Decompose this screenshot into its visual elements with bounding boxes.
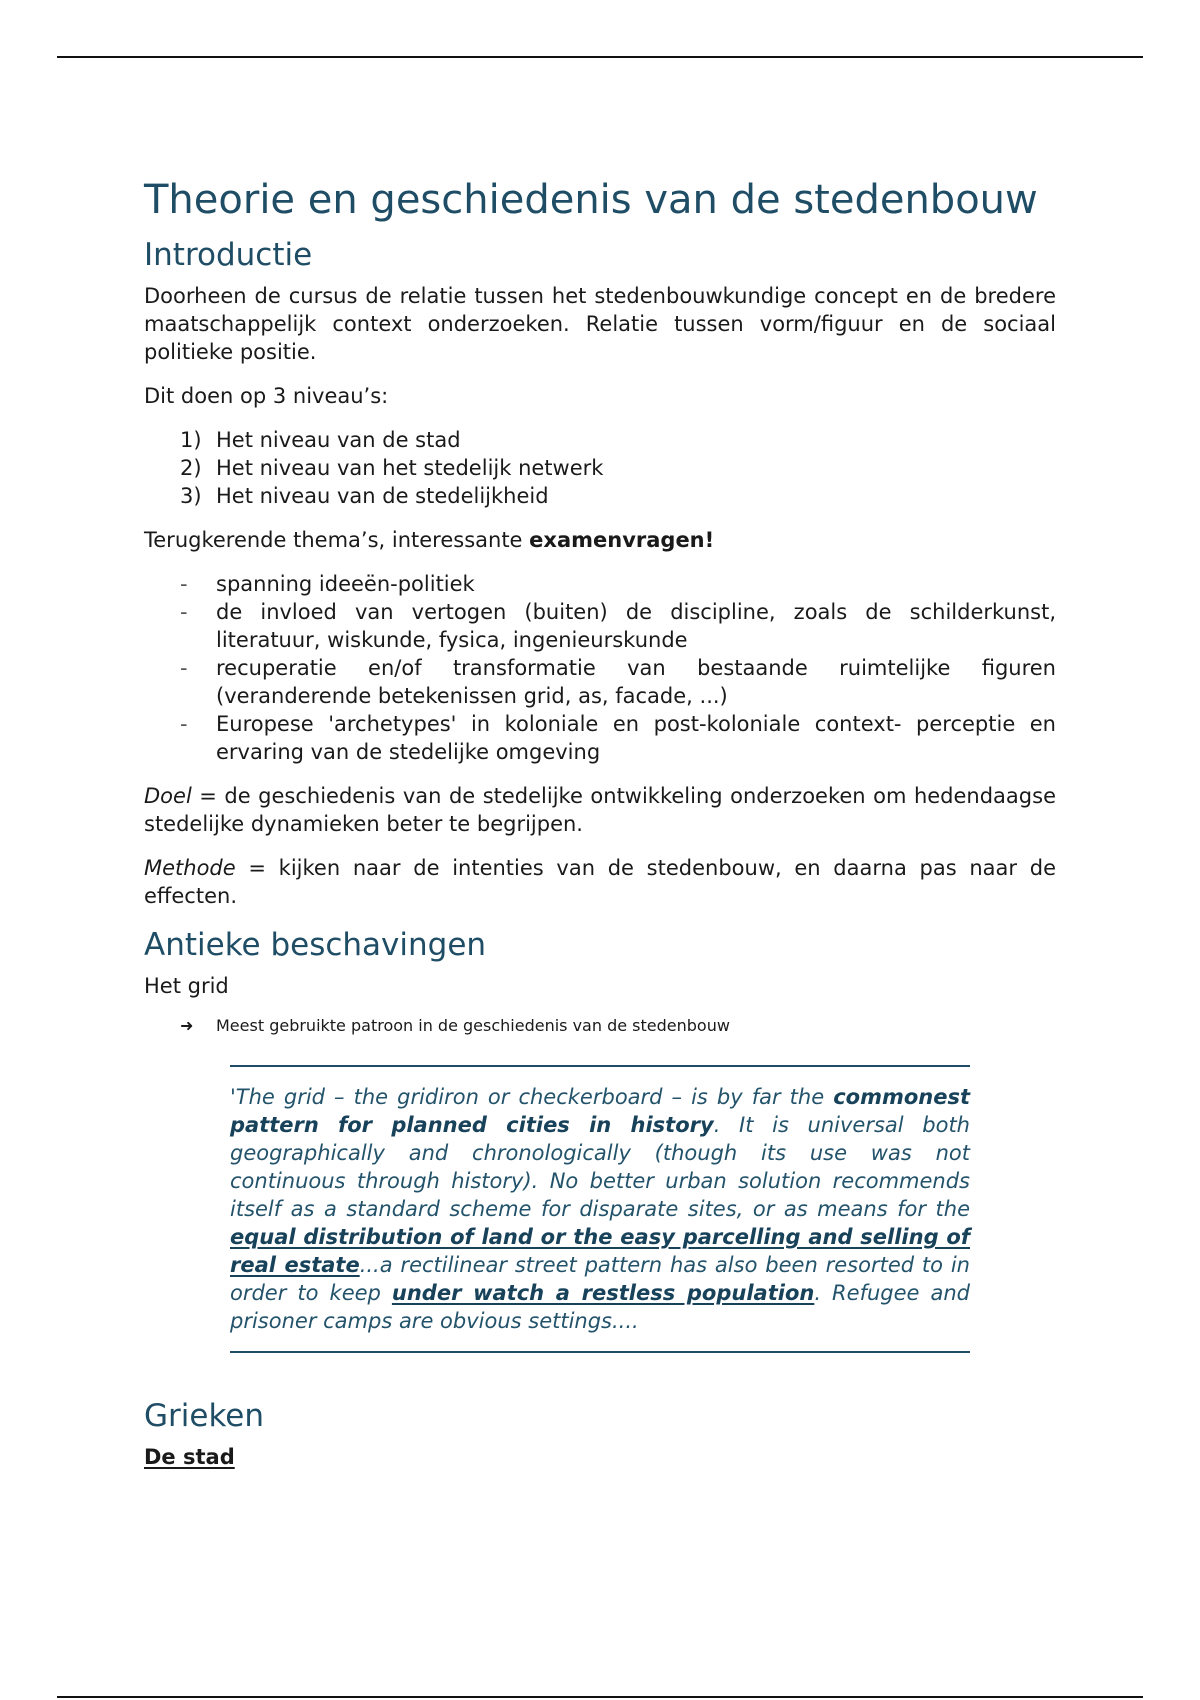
quote-text: 'The grid – the gridiron or checkerboard – is by far the commonest pattern for planned cities in history. It is universal both geographically and chronologically (though its use was not continuous through history). No better urban solution recommends itself as a standard scheme for disparate sites, or as means for the equal distribution of land or the easy parcelling and selling of real estate...a rectilinear street pattern has also been resorted to in order to keep under watch a restless population. Refugee and prisoner camps are obvious settings....: [230, 1085, 970, 1333]
page-bottom-rule: [57, 1696, 1143, 1698]
list-item: 1) Het niveau van de stad: [180, 428, 461, 452]
levels-list: [144, 426, 1056, 510]
list-item: - Europese 'archetypes' in koloniale en post-koloniale context- perceptie en ervaring van de stedelijke omgeving: [180, 712, 1056, 764]
intro-paragraph: Doorheen de cursus de relatie tussen het stedenbouwkundige concept en de bredere maatschappelijk context onderzoeken. Relatie tussen vorm/figuur en de sociaal politieke positie.: [144, 284, 1056, 364]
method-paragraph: Methode = kijken naar de intenties van de stedenbouw, en daarna pas naar de effecten.: [144, 856, 1056, 908]
goal-paragraph: Doel = de geschiedenis van de stedelijke ontwikkeling onderzoeken om hedendaagse stedelijke dynamieken beter te begrijpen.: [144, 784, 1056, 836]
themes-lead: Terugkerende thema’s, interessante examenvragen!: [144, 528, 715, 552]
grid-subtitle: Het grid: [144, 974, 229, 998]
list-item: 3) Het niveau van de stedelijkheid: [180, 484, 549, 508]
list-item: 2) Het niveau van het stedelijk netwerk: [180, 456, 604, 480]
grid-quote: [230, 1065, 970, 1353]
section-heading-grieken: Grieken: [144, 1398, 265, 1434]
section-heading-introductie: Introductie: [144, 237, 313, 273]
list-item: - spanning ideeën-politiek: [180, 572, 475, 596]
document-title: Theorie en geschiedenis van de stedenbouw: [144, 177, 1038, 223]
section-heading-antieke-beschavingen: Antieke beschavingen: [144, 927, 487, 963]
list-item: - de invloed van vertogen (buiten) de discipline, zoals de schilderkunst, literatuur, wiskunde, fysica, ingenieurskunde: [180, 600, 1056, 652]
page-top-rule: [57, 56, 1143, 58]
themes-list: [144, 570, 1056, 766]
arrow-bullet: ➜ Meest gebruikte patroon in de geschiedenis van de stedenbouw: [144, 1016, 1056, 1035]
list-item: - recuperatie en/of transformatie van bestaande ruimtelijke figuren (veranderende betekenissen grid, as, facade, ...): [180, 656, 1056, 708]
document-body: [144, 176, 1056, 1471]
subhead-de-stad: De stad: [144, 1445, 235, 1469]
arrow-right-icon: ➜: [180, 1016, 194, 1035]
levels-lead: Dit doen op 3 niveau’s:: [144, 384, 389, 408]
